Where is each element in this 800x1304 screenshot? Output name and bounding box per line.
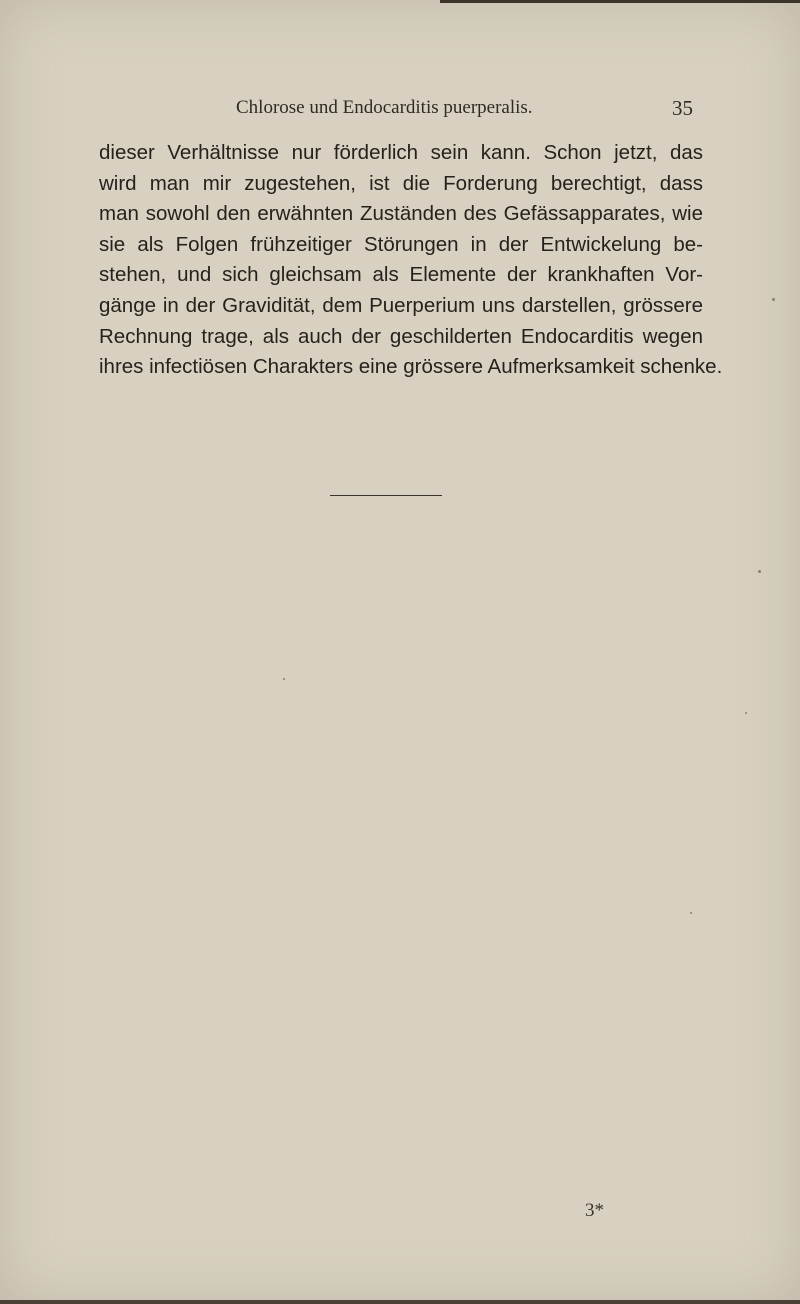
paper-speck xyxy=(283,678,285,680)
page-number: 35 xyxy=(672,96,693,120)
paper-speck xyxy=(772,298,775,301)
paper-speck xyxy=(758,570,761,573)
page-bottom-edge xyxy=(0,1300,800,1304)
signature-mark: 3* xyxy=(585,1200,604,1221)
running-head xyxy=(0,97,800,123)
text-line: sie als Folgen frühzeitiger Störungen in der Entwickelung be- xyxy=(99,232,703,256)
page-top-edge xyxy=(440,0,800,3)
text-line: wird man mir zugestehen, ist die Forderung berechtigt, dass xyxy=(99,171,703,195)
paper-speck xyxy=(690,912,692,914)
paper-speck xyxy=(745,712,747,714)
body-paragraph xyxy=(99,138,723,383)
text-line: Rechnung trage, als auch der geschilderten Endocarditis wegen xyxy=(99,324,703,348)
text-line: dieser Verhältnisse nur förderlich sein kann. Schon jetzt, das xyxy=(99,141,703,164)
text-line: stehen, und sich gleichsam als Elemente der krankhaften Vor- xyxy=(99,263,703,287)
text-line: gänge in der Gravidität, dem Puerperium uns darstellen, grössere xyxy=(99,293,703,317)
text-line: ihres infectiösen Charakters eine grössere Aufmerksamkeit schenke. xyxy=(99,355,723,379)
text-line: man sowohl den erwähnten Zuständen des Gefässapparates, wie xyxy=(99,202,703,226)
section-divider-rule xyxy=(330,495,442,496)
running-title: Chlorose und Endocarditis puerperalis. xyxy=(236,97,533,118)
